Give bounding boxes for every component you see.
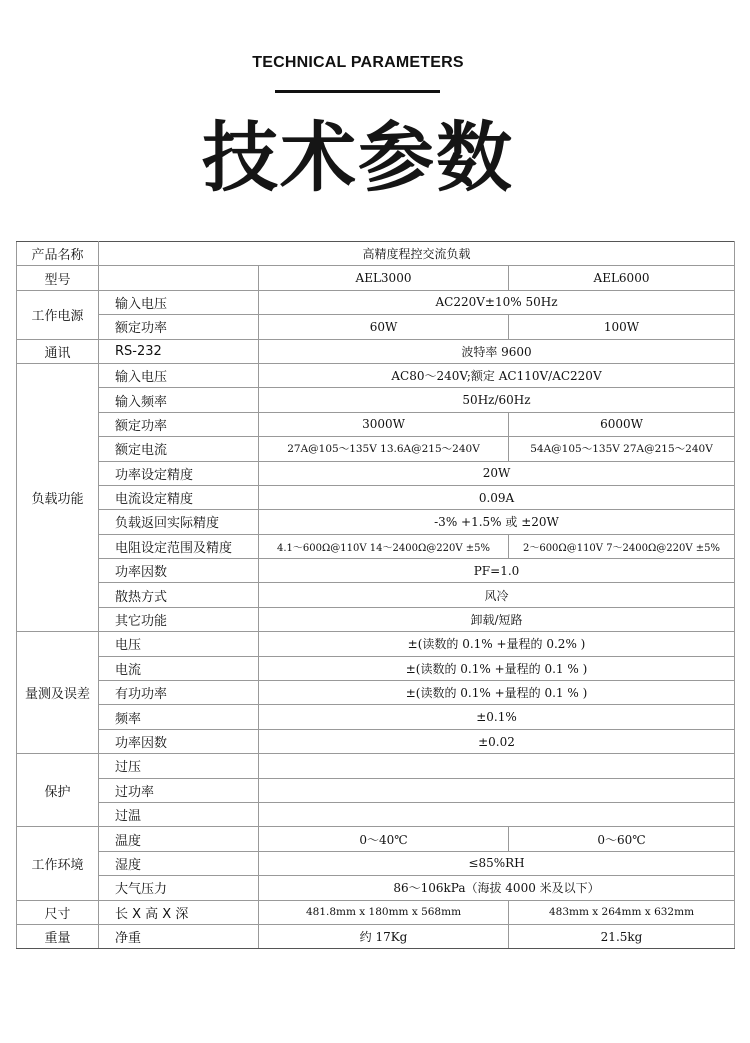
table-row xyxy=(17,778,735,802)
load-power-acc-label: 功率设定精度 xyxy=(99,461,259,485)
measure-voltage-value: ±(读数的 0.1% +量程的 0.2% ) xyxy=(259,632,735,656)
table-row xyxy=(17,290,735,314)
size-3000: 481.8mm x 180mm x 568mm xyxy=(259,900,509,924)
table-row xyxy=(17,461,735,485)
env-pressure-value: 86～106kPa（海拔 4000 米及以下） xyxy=(259,876,735,900)
table-row xyxy=(17,339,735,363)
supply-input-voltage-value: AC220V±10% 50Hz xyxy=(259,290,735,314)
load-rated-power-label: 额定功率 xyxy=(99,412,259,436)
table-row xyxy=(17,412,735,436)
weight-sub-label: 净重 xyxy=(99,924,259,948)
load-cooling-value: 风冷 xyxy=(259,583,735,607)
protect-label: 保护 xyxy=(17,754,99,827)
load-resistance-3000: 4.1～600Ω@110V 14～2400Ω@220V ±5% xyxy=(259,534,509,558)
table-row xyxy=(17,681,735,705)
table-row xyxy=(17,607,735,631)
table-row xyxy=(17,363,735,387)
measure-freq-label: 频率 xyxy=(99,705,259,729)
size-label: 尺寸 xyxy=(17,900,99,924)
comm-baud: 波特率 9600 xyxy=(259,339,735,363)
load-return-acc-value: -3% +1.5% 或 ±20W xyxy=(259,510,735,534)
load-label: 负载功能 xyxy=(17,363,99,631)
env-label: 工作环境 xyxy=(17,827,99,900)
table-row xyxy=(17,729,735,753)
load-resistance-6000: 2～600Ω@110V 7～2400Ω@220V ±5% xyxy=(509,534,735,558)
model-aek3000: AEL3000 xyxy=(259,266,509,290)
model-blank xyxy=(99,266,259,290)
size-6000: 483mm x 264mm x 632mm xyxy=(509,900,735,924)
load-other-value: 卸载/短路 xyxy=(259,607,735,631)
protect-item-overvoltage: 过压 xyxy=(99,754,259,778)
comm-interface: RS-232 xyxy=(99,339,259,363)
measure-pf-label: 功率因数 xyxy=(99,729,259,753)
load-power-acc-value: 20W xyxy=(259,461,735,485)
measure-label: 量测及误差 xyxy=(17,632,99,754)
table-row xyxy=(17,266,735,290)
load-rated-current-6000: 54A@105～135V 27A@215～240V xyxy=(509,437,735,461)
env-humidity-value: ≤85%RH xyxy=(259,851,735,875)
table-row xyxy=(17,802,735,826)
protect-item-overpower: 过功率 xyxy=(99,778,259,802)
measure-active-power-label: 有功功率 xyxy=(99,681,259,705)
power-supply-label: 工作电源 xyxy=(17,290,99,339)
supply-rated-power-label: 额定功率 xyxy=(99,315,259,339)
load-current-acc-value: 0.09A xyxy=(259,485,735,509)
load-rated-power-6000: 6000W xyxy=(509,412,735,436)
load-rated-current-3000: 27A@105～135V 13.6A@215～240V xyxy=(259,437,509,461)
load-pf-label: 功率因数 xyxy=(99,559,259,583)
env-temp-label: 温度 xyxy=(99,827,259,851)
model-aek6000: AEL6000 xyxy=(509,266,735,290)
table-row xyxy=(17,510,735,534)
measure-pf-value: ±0.02 xyxy=(259,729,735,753)
table-row xyxy=(17,437,735,461)
env-humidity-label: 湿度 xyxy=(99,851,259,875)
supply-rated-power-3000: 60W xyxy=(259,315,509,339)
env-pressure-label: 大气压力 xyxy=(99,876,259,900)
protect-blank xyxy=(259,802,735,826)
measure-freq-value: ±0.1% xyxy=(259,705,735,729)
load-pf-value: PF=1.0 xyxy=(259,559,735,583)
table-row xyxy=(17,485,735,509)
product-name-value: 高精度程控交流负载 xyxy=(99,242,735,266)
table-row xyxy=(17,559,735,583)
model-label: 型号 xyxy=(17,266,99,290)
load-rated-power-3000: 3000W xyxy=(259,412,509,436)
table-row xyxy=(17,534,735,558)
table-row xyxy=(17,388,735,412)
env-temp-3000: 0～40℃ xyxy=(259,827,509,851)
load-resistance-label: 电阻设定范围及精度 xyxy=(99,534,259,558)
table-row xyxy=(17,705,735,729)
env-temp-6000: 0～60℃ xyxy=(509,827,735,851)
table-row xyxy=(17,924,735,948)
table-row xyxy=(17,315,735,339)
table-row xyxy=(17,583,735,607)
load-other-label: 其它功能 xyxy=(99,607,259,631)
load-current-acc-label: 电流设定精度 xyxy=(99,485,259,509)
title-english: TECHNICAL PARAMETERS xyxy=(252,54,464,71)
table-row xyxy=(17,656,735,680)
supply-rated-power-6000: 100W xyxy=(509,315,735,339)
table-row xyxy=(17,242,735,266)
table-row xyxy=(17,754,735,778)
load-input-freq-label: 输入频率 xyxy=(99,388,259,412)
title-chinese: 技术参数 xyxy=(202,113,514,202)
title-underline xyxy=(275,90,440,93)
size-sub-label: 长 X 高 X 深 xyxy=(99,900,259,924)
measure-current-value: ±(读数的 0.1% +量程的 0.1 % ) xyxy=(259,656,735,680)
comm-label: 通讯 xyxy=(17,339,99,363)
protect-blank xyxy=(259,754,735,778)
measure-voltage-label: 电压 xyxy=(99,632,259,656)
supply-input-voltage-label: 输入电压 xyxy=(99,290,259,314)
table-row xyxy=(17,632,735,656)
load-input-freq-value: 50Hz/60Hz xyxy=(259,388,735,412)
protect-item-overtemp: 过温 xyxy=(99,802,259,826)
measure-current-label: 电流 xyxy=(99,656,259,680)
spec-table xyxy=(16,241,735,949)
protect-blank xyxy=(259,778,735,802)
weight-3000: 约 17Kg xyxy=(259,924,509,948)
load-rated-current-label: 额定电流 xyxy=(99,437,259,461)
measure-active-power-value: ±(读数的 0.1% +量程的 0.1 % ) xyxy=(259,681,735,705)
load-cooling-label: 散热方式 xyxy=(99,583,259,607)
table-row xyxy=(17,876,735,900)
load-input-voltage-value: AC80～240V;额定 AC110V/AC220V xyxy=(259,363,735,387)
table-row xyxy=(17,827,735,851)
load-input-voltage-label: 输入电压 xyxy=(99,363,259,387)
table-row xyxy=(17,851,735,875)
weight-label: 重量 xyxy=(17,924,99,948)
weight-6000: 21.5kg xyxy=(509,924,735,948)
load-return-acc-label: 负载返回实际精度 xyxy=(99,510,259,534)
table-row xyxy=(17,900,735,924)
product-name-label: 产品名称 xyxy=(17,242,99,266)
